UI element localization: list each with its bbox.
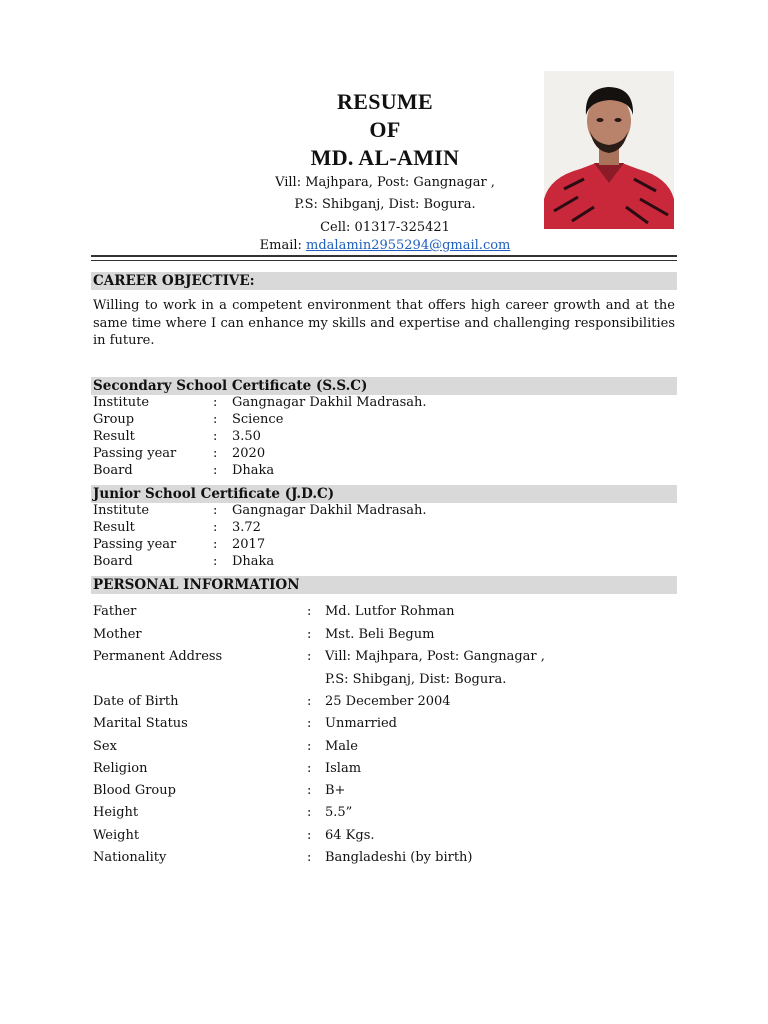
colon: :: [213, 503, 218, 518]
colon: :: [307, 805, 312, 820]
colon: :: [307, 850, 312, 865]
personal-value: B+: [325, 783, 346, 798]
ssc-value: 3.50: [232, 429, 261, 444]
cell-number: Cell: 01317-325421: [320, 220, 450, 235]
jdc-row: [93, 536, 593, 553]
ssc-row: [93, 411, 593, 428]
address-line-1: Vill: Majhpara, Post: Gangnagar ,: [275, 175, 495, 190]
ssc-label: Group: [93, 412, 135, 427]
ssc-label: Board: [93, 463, 133, 478]
colon: :: [213, 554, 218, 569]
personal-label: Father: [93, 604, 137, 619]
personal-value: 25 December 2004: [325, 694, 451, 709]
header-divider: [91, 255, 677, 257]
jdc-value: Dhaka: [232, 554, 275, 569]
jdc-row: [93, 502, 593, 519]
resume-header: [180, 88, 590, 255]
resume-title: RESUME: [337, 89, 433, 114]
personal-row: [93, 802, 673, 824]
ssc-value: Science: [232, 412, 284, 427]
personal-value: Bangladeshi (by birth): [325, 850, 473, 865]
email-link[interactable]: mdalamin2955294@gmail.com: [306, 238, 511, 253]
colon: :: [213, 412, 218, 427]
jdc-label: Institute: [93, 503, 150, 518]
personal-row: [93, 646, 673, 668]
ssc-value: Gangnagar Dakhil Madrasah.: [232, 395, 427, 410]
personal-label: Permanent Address: [93, 649, 223, 664]
jdc-label: Passing year: [93, 537, 177, 552]
career-objective-text: Willing to work in a competent environment that offers high career growth and at the same time where I can enhance my skills and expertise and challenging responsibilities in future.: [93, 298, 675, 348]
colon: :: [213, 537, 218, 552]
colon: :: [307, 627, 312, 642]
personal-label: Date of Birth: [93, 694, 179, 709]
email-label: Email:: [259, 238, 307, 253]
jdc-value: Gangnagar Dakhil Madrasah.: [232, 503, 427, 518]
personal-row: [93, 713, 673, 735]
jdc-heading: Junior School Certificate (J.D.C): [91, 485, 677, 503]
personal-row: [93, 624, 673, 646]
email-line: [180, 237, 590, 255]
ssc-row: [93, 428, 593, 445]
personal-label: Sex: [93, 739, 117, 754]
personal-label: Blood Group: [93, 783, 176, 798]
personal-row: [93, 691, 673, 713]
ssc-value: 2020: [232, 446, 266, 461]
header-divider-thin: [91, 260, 677, 261]
candidate-name: MD. AL-AMIN: [310, 145, 460, 170]
personal-label: Nationality: [93, 850, 167, 865]
colon: :: [213, 463, 218, 478]
ssc-row: [93, 462, 593, 479]
person-portrait-icon: [544, 71, 674, 229]
personal-value: 5.5”: [325, 805, 353, 820]
ssc-row: [93, 394, 593, 411]
colon: :: [213, 395, 218, 410]
personal-label: Height: [93, 805, 139, 820]
personal-info-heading: PERSONAL INFORMATION: [91, 576, 677, 594]
ssc-label: Result: [93, 429, 135, 444]
address-line-2: P.S: Shibganj, Dist: Bogura.: [294, 197, 476, 212]
ssc-row: [93, 445, 593, 462]
personal-value: Mst. Beli Begum: [325, 627, 435, 642]
personal-value: Male: [325, 739, 358, 754]
personal-row: [93, 780, 673, 802]
personal-label: Marital Status: [93, 716, 188, 731]
colon: :: [307, 783, 312, 798]
personal-value: Islam: [325, 761, 362, 776]
profile-photo: [544, 71, 674, 229]
colon: :: [307, 604, 312, 619]
personal-row: [93, 669, 673, 691]
ssc-heading: Secondary School Certificate (S.S.C): [91, 377, 677, 395]
personal-value: Md. Lutfor Rohman: [325, 604, 455, 619]
resume-title-of: OF: [369, 117, 401, 142]
colon: :: [307, 761, 312, 776]
colon: :: [307, 739, 312, 754]
personal-row: [93, 847, 673, 869]
personal-value: 64 Kgs.: [325, 828, 375, 843]
personal-value: Unmarried: [325, 716, 398, 731]
colon: :: [307, 716, 312, 731]
ssc-label: Passing year: [93, 446, 177, 461]
colon: :: [213, 520, 218, 535]
career-objective-heading: CAREER OBJECTIVE:: [91, 272, 677, 290]
personal-label: Religion: [93, 761, 148, 776]
colon: :: [307, 828, 312, 843]
personal-label: Weight: [93, 828, 140, 843]
ssc-value: Dhaka: [232, 463, 275, 478]
personal-value: Vill: Majhpara, Post: Gangnagar ,: [325, 649, 545, 664]
colon: :: [307, 649, 312, 664]
colon: :: [307, 694, 312, 709]
personal-row: [93, 601, 673, 623]
personal-row: [93, 736, 673, 758]
jdc-label: Board: [93, 554, 133, 569]
colon: :: [213, 446, 218, 461]
personal-row: [93, 758, 673, 780]
jdc-row: [93, 553, 593, 570]
jdc-value: 2017: [232, 537, 266, 552]
colon: :: [213, 429, 218, 444]
jdc-row: [93, 519, 593, 536]
jdc-label: Result: [93, 520, 135, 535]
personal-value: P.S: Shibganj, Dist: Bogura.: [325, 672, 507, 687]
personal-label: Mother: [93, 627, 142, 642]
ssc-label: Institute: [93, 395, 150, 410]
jdc-value: 3.72: [232, 520, 261, 535]
personal-row: [93, 825, 673, 847]
